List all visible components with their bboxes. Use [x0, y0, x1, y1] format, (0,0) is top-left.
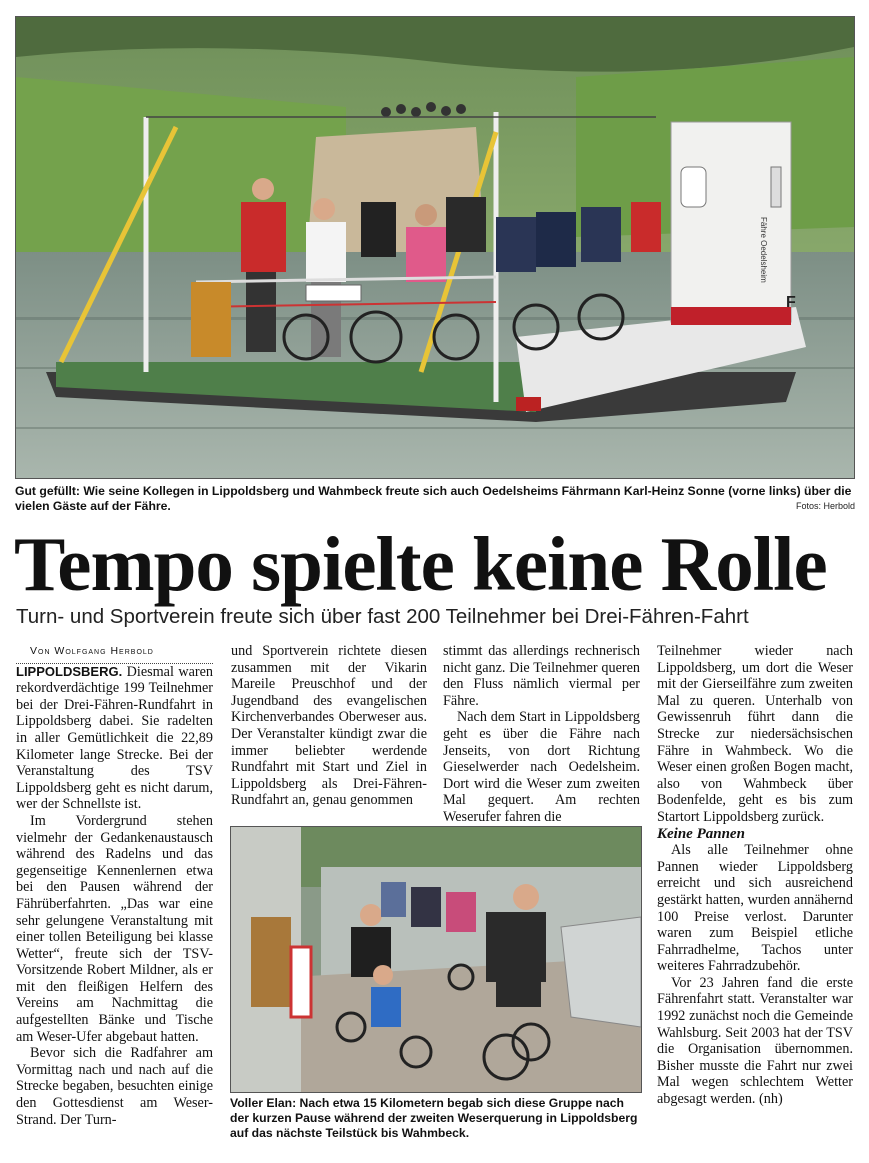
article-paragraph: Im Vordergrund stehen vielmehr der Gedankenaustausch während des Radelns und das gegenseitige Kennenlernen etwa bei den Pausen während der Fährüberfahrten. „Das war eine sehr gelungene Veranstaltung mit einer tollen Beteiligung bei klasse Wetter“, freute sich der TSV-Vorsitzende Robert Mildner, als er mit den fleißigen Helfern des Vereins am Nachmittag die aufgestellten Bänke und Tische am Weser-Ufer abgebaut hatten.	[16, 812, 213, 1045]
ferry-sign-text: Fähre Oedelsheim	[759, 217, 768, 283]
section-subheading: Keine Pannen	[657, 825, 745, 842]
article-column-1	[16, 643, 213, 1128]
ferry-illustration	[16, 17, 854, 478]
article-column-4	[657, 643, 853, 1108]
article-paragraph: Bevor sich die Radfahrer am Vormittag nach und nach auf die Strecke begaben, besuchten einige den Gottesdienst am Weser-Strand. Der Turn-	[16, 1045, 213, 1128]
byline: Von Wolfgang Herbold	[16, 643, 213, 664]
cyclists-photo	[230, 826, 642, 1093]
article-paragraph: und Sportverein richtete diesen zusammen mit der Vikarin Mareile Preuschhof und der Jugendband des evangelischen Kirchenverbandes Oberweser aus. Der Veranstalter kündigt zwar die immer beliebter werdende Rundfahrt mit Start und Ziel in Lippoldsberg als Drei-Fähren-Rundfahrt an, genau genommen	[231, 643, 427, 809]
article-paragraph: Nach dem Start in Lippoldsberg geht es über die Fähre nach Jenseits, von dort Richtung Gieselwerder nach Oedelsheim. Dort wird die Weser zum zweiten Mal gequert. Am rechten Weserufer fahren die	[443, 709, 640, 825]
paragraph-text: Diesmal waren rekordverdächtige 199 Teilnehmer bei der Drei-Fähren-Rundfahrt in Lippoldsberg dabei. Sie radelten in aller Gemütlichkeit die 22,89 Kilometer lange Strecke. Bei der Veranstaltung des TSV Lippoldsberg geht es nicht darum, wer der Schnellste ist.	[16, 663, 213, 813]
article-paragraph: Als alle Teilnehmer ohne Pannen wieder Lippoldsberg erreicht und sich ausreichend gestärkt hatten, wurden annähernd 100 Preise verlost. Darunter waren zum Beispiel etliche Fahrradhelme, Tachos unter weiteres Fahrradzubehör.	[657, 842, 853, 975]
article-paragraph: Teilnehmer wieder nach Lippoldsberg, um dort die Weser mit der Gierseilfähre zum zweiten Mal zu queren. Unterhalb von Gewissenruh führt dann die Strecke zur niedersächsischen Fähre in Wahmbeck. Wo die Weser einen großen Bogen macht, also von Wahmbeck über Bodenfelde, geht es bis zum Startort Lippoldsberg zurück.	[657, 643, 853, 825]
top-photo-caption: Gut gefüllt: Wie seine Kollegen in Lippoldsberg und Wahmbeck freute sich auch Oedelsheims Fährmann Karl-Heinz Sonne (vorne links) über die vielen Gäste auf der Fähre.	[15, 484, 852, 513]
ferry-letter: F	[786, 294, 796, 311]
article-paragraph	[16, 664, 213, 813]
cyclists-illustration	[231, 827, 641, 1092]
ferry-photo	[15, 16, 855, 479]
bottom-photo-caption: Voller Elan: Nach etwa 15 Kilometern begab sich diese Gruppe nach der kurzen Pause während der zweiten Weserquerung in Lippoldsberg auf das nächste Teilstück bis Wahmbeck.	[230, 1096, 638, 1140]
dateline: LIPPOLDSBERG.	[16, 663, 123, 679]
headline: Tempo spielte keine Rolle	[14, 521, 827, 607]
article-column-3	[443, 643, 640, 826]
subheadline: Turn- und Sportverein freute sich über fast 200 Teilnehmer bei Drei-Fähren-Fahrt	[16, 605, 749, 628]
article-paragraph: Vor 23 Jahren fand die erste Fährenfahrt statt. Veranstalter war 1992 zunächst noch die Gemeinde Wahlsburg. Seit 2003 hat der TSV die Organisation übernommen. Bisher musste die Fahrt nur zwei Mal wegen schlechtem Wetter abgesagt werden. (nh)	[657, 974, 853, 1108]
article-column-2	[231, 643, 427, 809]
article-paragraph: stimmt das allerdings rechnerisch nicht ganz. Die Teilnehmer queren den Fluss nämlich viermal per Fähre.	[443, 643, 640, 709]
photo-credit: Fotos: Herbold	[795, 501, 855, 511]
